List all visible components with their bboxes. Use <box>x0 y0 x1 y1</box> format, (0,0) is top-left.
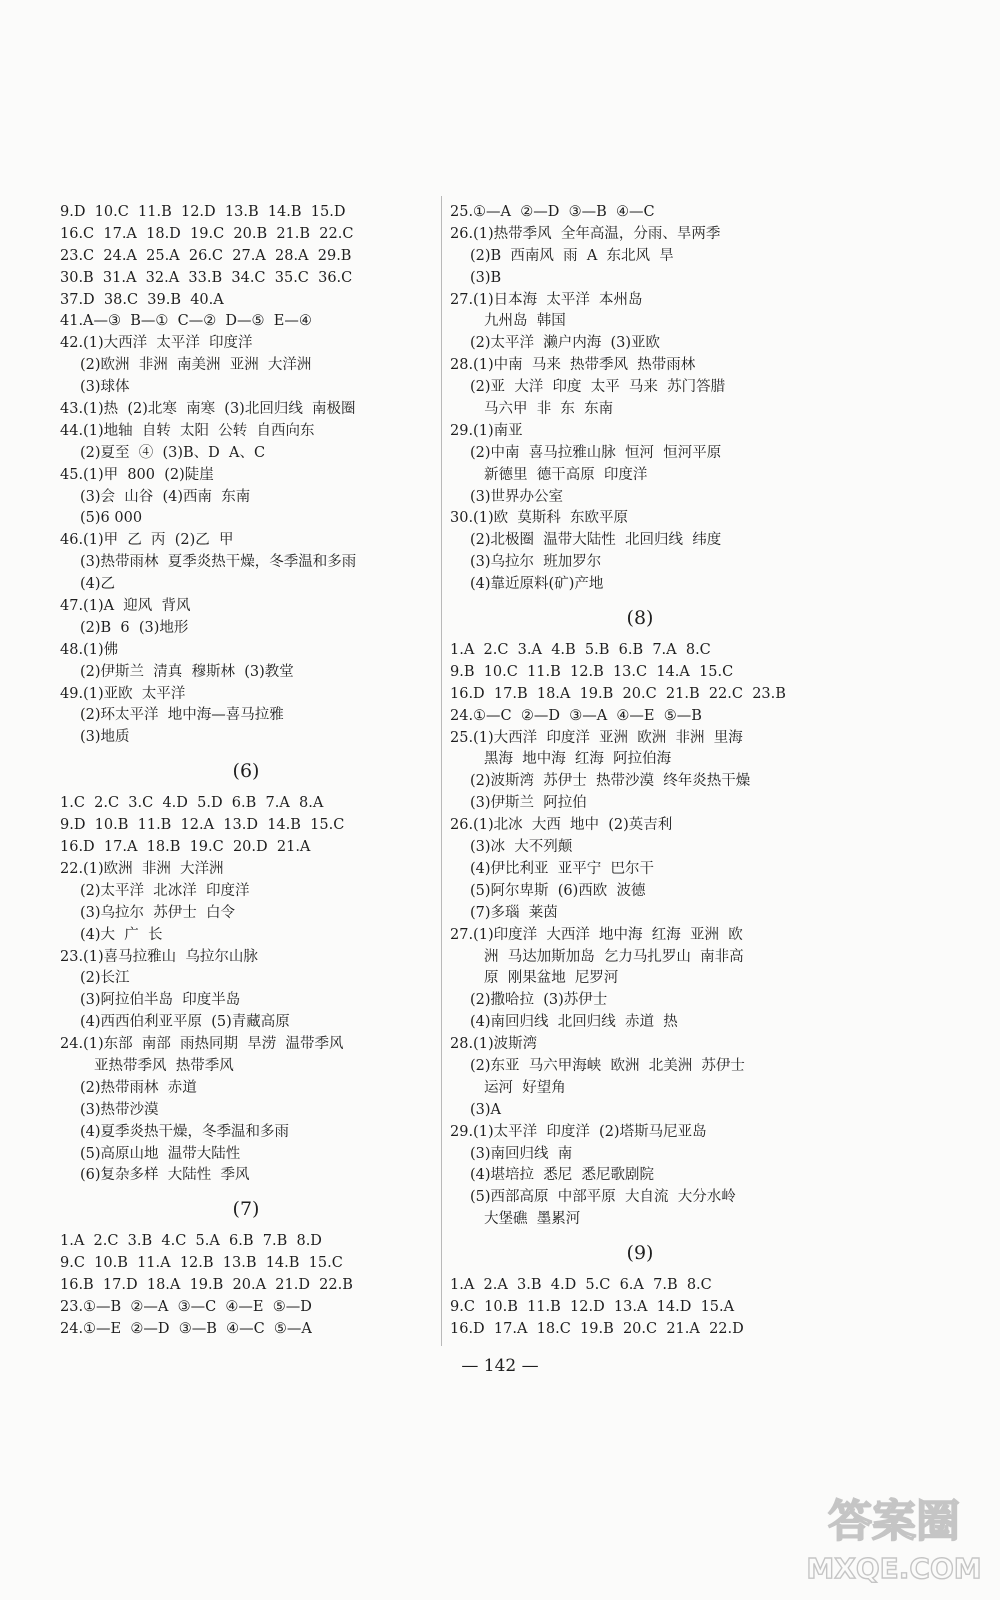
answer-line: (3)冰 大不列颠 <box>470 839 573 856</box>
answer-line: 新德里 德干高原 印度洋 <box>484 466 648 483</box>
answer-line: 22.(1)欧洲 非洲 大洋洲 <box>60 860 224 877</box>
answer-line: 大堡礁 墨累河 <box>484 1211 581 1228</box>
answer-line: 28.(1)中南 马来 热带季风 热带雨林 <box>450 357 696 374</box>
answer-line: 黑海 地中海 红海 阿拉伯海 <box>484 751 672 768</box>
answer-line: (4)大 广 长 <box>80 926 163 943</box>
answer-line: (2)亚 大洋 印度 太平 马来 苏门答腊 <box>470 379 726 396</box>
answer-line: 1.A 2.C 3.B 4.C 5.A 6.B 7.B 8.D <box>60 1233 322 1250</box>
section-heading: (7) <box>232 1198 260 1221</box>
answer-line: (3)阿拉伯半岛 印度半岛 <box>80 992 241 1009</box>
watermark-line2: MXQE.COM <box>806 1552 982 1585</box>
answer-line: (2)环太平洋 地中海—喜马拉雅 <box>80 707 284 724</box>
answer-line: (2)伊斯兰 清真 穆斯林 (3)教堂 <box>80 663 294 680</box>
answer-line: (2)波斯湾 苏伊士 热带沙漠 终年炎热干燥 <box>470 773 751 790</box>
answer-line: 30.B 31.A 32.A 33.B 34.C 35.C 36.C <box>60 269 353 286</box>
answer-line: (2)长江 <box>80 970 130 987</box>
answer-line: (2)B 6 (3)地形 <box>80 619 189 636</box>
answer-line: (3)乌拉尔 班加罗尔 <box>470 554 602 571</box>
watermark-line1: 答案圈 <box>828 1496 960 1547</box>
answer-line: (3)地质 <box>80 729 130 746</box>
answer-line: 26.(1)北冰 大西 地中 (2)英吉利 <box>450 817 673 834</box>
answer-line: 48.(1)佛 <box>60 641 119 658</box>
answer-line: 洲 马达加斯加岛 乞力马扎罗山 南非高 <box>484 948 744 965</box>
section-heading: (8) <box>626 607 654 630</box>
answer-line: 24.①—C ②—D ③—A ④—E ⑤—B <box>450 707 702 724</box>
answer-line: 26.(1)热带季风 全年高温，分雨、旱两季 <box>450 225 721 242</box>
answer-line: 16.C 17.A 18.D 19.C 20.B 21.B 22.C <box>60 225 354 242</box>
answer-line: 37.D 38.C 39.B 40.A <box>60 291 224 308</box>
answer-line: 24.(1)东部 南部 雨热同期 旱涝 温带季风 <box>60 1036 344 1053</box>
column-divider <box>441 196 442 1346</box>
answer-line: 29.(1)太平洋 印度洋 (2)塔斯马尼亚岛 <box>450 1123 707 1140</box>
answer-line: (6)复杂多样 大陆性 季风 <box>80 1167 250 1184</box>
answer-line: 27.(1)印度洋 大西洋 地中海 红海 亚洲 欧 <box>450 926 743 943</box>
answer-line: (4)西西伯利亚平原 (5)青藏高原 <box>80 1014 290 1031</box>
answer-line: 27.(1)日本海 太平洋 本州岛 <box>450 291 643 308</box>
answer-line: (7)多瑙 莱茵 <box>470 904 558 921</box>
answer-line: 23.①—B ②—A ③—C ④—E ⑤—D <box>60 1298 312 1315</box>
answer-line: (5)阿尔卑斯 (6)西欧 波德 <box>470 882 646 899</box>
answer-line: (4)堪培拉 悉尼 悉尼歌剧院 <box>470 1167 654 1184</box>
answer-line: 41.A—③ B—① C—② D—⑤ E—④ <box>60 313 312 330</box>
answer-line: 24.①—E ②—D ③—B ④—C ⑤—A <box>60 1320 312 1337</box>
answer-line: (5)高原山地 温带大陆性 <box>80 1145 241 1162</box>
answer-line: 25.(1)大西洋 印度洋 亚洲 欧洲 非洲 里海 <box>450 729 743 746</box>
answer-line: 43.(1)热 (2)北寒 南寒 (3)北回归线 南极圈 <box>60 401 356 418</box>
answer-line: 30.(1)欧 莫斯科 东欧平原 <box>450 510 629 527</box>
answer-line: (3)会 山谷 (4)西南 东南 <box>80 488 251 505</box>
answer-line: (4)乙 <box>80 576 116 593</box>
answer-line: 23.(1)喜马拉雅山 乌拉尔山脉 <box>60 948 258 965</box>
answer-line: 16.B 17.D 18.A 19.B 20.A 21.D 22.B <box>60 1277 353 1294</box>
answer-line: 16.D 17.A 18.C 19.B 20.C 21.A 22.D <box>450 1320 744 1337</box>
answer-line: 47.(1)A 迎风 背风 <box>60 598 191 615</box>
answer-line: (2)夏至 ④ (3)B、D A、C <box>80 444 266 461</box>
answer-line: (2)北极圈 温带大陆性 北回归线 纬度 <box>470 532 722 549</box>
answer-line: (5)西部高原 中部平原 大自流 大分水岭 <box>470 1189 736 1206</box>
answer-line: (4)南回归线 北回归线 赤道 热 <box>470 1014 678 1031</box>
answer-line: (4)靠近原料(矿)产地 <box>470 576 604 593</box>
answer-line: 1.C 2.C 3.C 4.D 5.D 6.B 7.A 8.A <box>60 795 324 812</box>
answer-line: (5)6 000 <box>80 510 143 527</box>
answer-line: (2)热带雨林 赤道 <box>80 1079 197 1096</box>
answer-line: 42.(1)大西洋 太平洋 印度洋 <box>60 335 253 352</box>
answer-line: 23.C 24.A 25.A 26.C 27.A 28.A 29.B <box>60 247 352 264</box>
answer-line: (2)欧洲 非洲 南美洲 亚洲 大洋洲 <box>80 357 312 374</box>
answer-line: 9.C 10.B 11.A 12.B 13.B 14.B 15.C <box>60 1255 343 1272</box>
right-column <box>450 202 830 1341</box>
answer-line: 运河 好望角 <box>484 1079 566 1096</box>
answer-line: 28.(1)波斯湾 <box>450 1036 538 1053</box>
answer-line: 29.(1)南亚 <box>450 422 523 439</box>
section-heading: (9) <box>626 1242 654 1265</box>
answer-line: (3)伊斯兰 阿拉伯 <box>470 795 587 812</box>
answer-line: 45.(1)甲 800 (2)陡崖 <box>60 466 214 483</box>
answer-line: (2)中南 喜马拉雅山脉 恒河 恒河平原 <box>470 444 722 461</box>
section-heading: (6) <box>232 760 260 783</box>
answer-line: (3)B <box>470 269 502 286</box>
answer-line: 46.(1)甲 乙 丙 (2)乙 甲 <box>60 532 234 549</box>
answer-line: (4)夏季炎热干燥，冬季温和多雨 <box>80 1123 290 1140</box>
answer-line: 16.D 17.A 18.B 19.C 20.D 21.A <box>60 839 311 856</box>
answer-line: (2)撒哈拉 (3)苏伊士 <box>470 992 608 1009</box>
answer-line: (3)乌拉尔 苏伊士 白令 <box>80 904 235 921</box>
answer-line: (2)东亚 马六甲海峡 欧洲 北美洲 苏伊士 <box>470 1057 745 1074</box>
answer-line: 亚热带季风 热带季风 <box>94 1057 234 1074</box>
answer-line: 49.(1)亚欧 太平洋 <box>60 685 186 702</box>
answer-line: (4)伊比利亚 亚平宁 巴尔干 <box>470 860 654 877</box>
answer-line: (3)热带雨林 夏季炎热干燥，冬季温和多雨 <box>80 554 357 571</box>
answer-line: 1.A 2.A 3.B 4.D 5.C 6.A 7.B 8.C <box>450 1277 712 1294</box>
watermark-logo <box>804 1484 984 1588</box>
answer-line: 原 刚果盆地 尼罗河 <box>484 970 619 987</box>
left-column <box>60 202 432 1341</box>
answer-line: (3)球体 <box>80 379 130 396</box>
answer-line: 九州岛 韩国 <box>484 313 566 330</box>
answer-line: (3)南回归线 南 <box>470 1145 573 1162</box>
answer-line: 9.D 10.C 11.B 12.D 13.B 14.B 15.D <box>60 204 346 220</box>
answer-line: 25.①—A ②—D ③—B ④—C <box>450 204 655 220</box>
answer-line: 9.D 10.B 11.B 12.A 13.D 14.B 15.C <box>60 817 345 834</box>
answer-line: 16.D 17.B 18.A 19.B 20.C 21.B 22.C 23.B <box>450 685 786 702</box>
answer-line: (3)A <box>470 1101 502 1118</box>
answer-line: 9.C 10.B 11.B 12.D 13.A 14.D 15.A <box>450 1298 735 1315</box>
answer-line: (2)太平洋 濑户内海 (3)亚欧 <box>470 335 661 352</box>
answer-line: (3)世界办公室 <box>470 488 564 505</box>
page-number: — 142 — <box>461 1356 539 1376</box>
answer-line: 9.B 10.C 11.B 12.B 13.C 14.A 15.C <box>450 663 734 680</box>
answer-line: (3)热带沙漠 <box>80 1101 159 1118</box>
answer-line: (2)太平洋 北冰洋 印度洋 <box>80 882 250 899</box>
answer-line: 1.A 2.C 3.A 4.B 5.B 6.B 7.A 8.C <box>450 642 711 659</box>
answer-line: 马六甲 非 东 东南 <box>484 401 614 418</box>
answer-line: 44.(1)地轴 自转 太阳 公转 自西向东 <box>60 422 315 439</box>
answer-line: (2)B 西南风 雨 A 东北风 旱 <box>470 247 674 264</box>
